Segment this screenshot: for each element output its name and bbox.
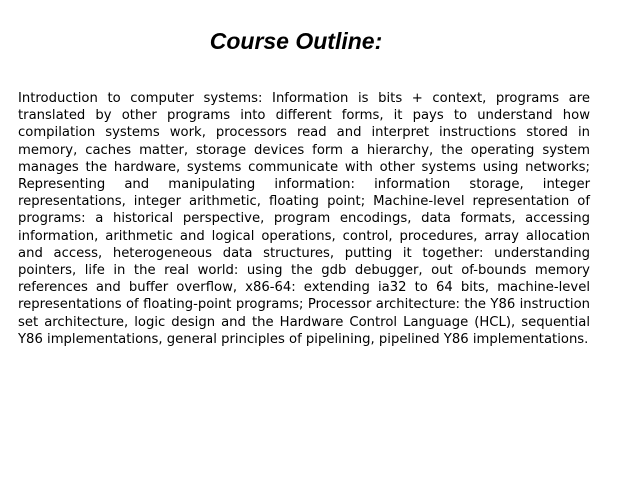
slide-title: Course Outline:: [209, 28, 383, 54]
course-outline-text: Introduction to computer systems: Information is bits + context, programs are translated by other programs into different forms, it pays to understand how compilation systems work, processors read and interpret instructions stored in memory, caches matter, storage devices form a hierarchy, the operating system manages the hardware, systems communicate with other systems using networks; Representing and manipulating information: information storage, integer representations, integer arithmetic, floating point; Machine-level representation of programs: a historical perspective, program encodings, data formats, accessing information, arithmetic and logical operations, control, procedures, array allocation and access, heterogeneous data structures, putting it together: understanding pointers, life in the real world: using the gdb debugger, out of-bounds memory references and buffer overflow, x86-64: extending ia32 to 64 bits, machine-level representations of floating-point programs; Processor architecture: the Y86 instruction set architecture, logic design and the Hardware Control Language (HCL), sequential Y86 implementations, general principles of pipelining, pipelined Y86 implementations.: [18, 91, 590, 347]
